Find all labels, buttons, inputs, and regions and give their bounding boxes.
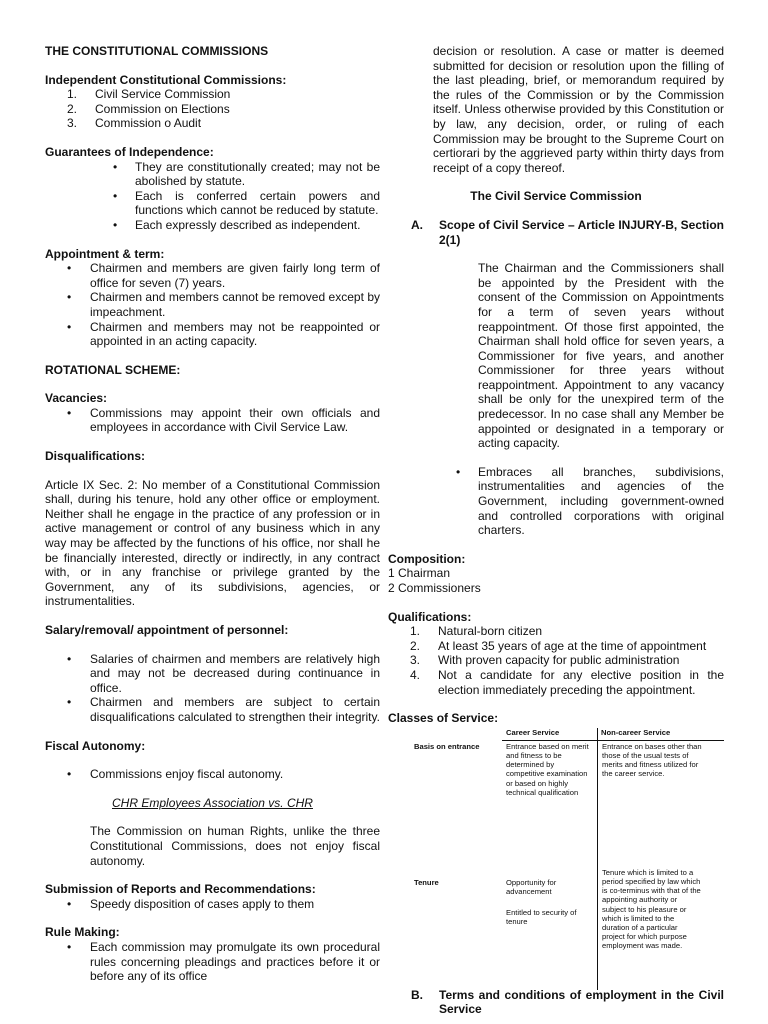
cell-basis-career: Entrance based on merit and fitness to be determined by competitive examination or based on highly technical qualification: [506, 741, 589, 797]
classes-table: [388, 728, 724, 990]
composition-line: 2 Commissioners: [388, 581, 481, 595]
qualifications-heading: Qualifications:: [388, 609, 472, 624]
list-item: 1. Natural-born citizen: [410, 624, 543, 639]
row-label-basis: Basis on entrance: [414, 741, 480, 751]
reports-heading: Submission of Reports and Recommendations:: [45, 882, 316, 897]
case-text: The Commission on human Rights, unlike the three Constitutional Commissions, does not enjoy fiscal autonomy.: [90, 824, 380, 868]
independent-heading: Independent Constitutional Commissions:: [45, 72, 287, 87]
list-item: • Embraces all branches, subdivisions, instrumentalities and agencies of the Government, including government-owned and controlled corporations with original charters.: [388, 465, 724, 538]
fiscal-list: [45, 767, 380, 782]
appointment-heading: Appointment & term:: [45, 246, 165, 261]
cell-tenure-noncareer: Tenure which is limited to a period specified by law which is co-terminus with that of the appointing authority or subject to his pleasure or which is limited to the duration of a particular project for which purpose employment was made.: [602, 867, 701, 951]
list-item: • Commissions may appoint their own officials and employees in accordance with Civil Service Law.: [45, 406, 380, 435]
terms-heading: B. Terms and conditions of employment in the Civil Service: [411, 987, 724, 1017]
list-item: • Chairmen and members are subject to certain disqualifications calculated to strengthen their integrity.: [45, 695, 380, 724]
column-divider: [597, 728, 598, 990]
list-item: • Speedy disposition of cases apply to them: [45, 897, 380, 912]
vacancies-list: [45, 406, 380, 435]
guarantees-list: [45, 160, 380, 233]
disqualifications-text: Article IX Sec. 2: No member of a Constitutional Commission shall, during his tenure, hold any other office or employment. Neither shall he engage in the practice of any profession or in active management or control of any business which in any way may be affected by the functions of his office, nor shall he be financially interested, directly or indirectly, in any contract with, or in any franchise or privilege granted by the Government, any of its subdivisions, agencies, or instrumentalities.: [45, 477, 380, 609]
left-column: [45, 44, 380, 984]
salary-heading: Salary/removal/ appointment of personnel:: [45, 623, 289, 637]
column-header-noncareer: Non-career Service: [601, 727, 671, 737]
scope-text: The Chairman and the Commissioners shall be appointed by the President with the consent of the Commission on Appointments for a term of seven years without reappointment. Of those first appointed, the Chairman shall hold office for seven years, a Commissioner for five years, and another Commissioner for three years without reappointment. Appointment to any vacancy shall be only for the unexpired term of the predecessor. In no case shall any Member be appointed or designated in a temporary or acting capacity.: [478, 261, 724, 451]
list-item: • Chairmen and members may not be reappointed or appointed in an acting capacity.: [45, 320, 380, 349]
header-divider: [502, 740, 724, 741]
reports-list: [45, 897, 380, 912]
list-item: 3. With proven capacity for public administration: [410, 653, 680, 668]
continuation-text: decision or resolution. A case or matter is deemed submitted for decision or resolution upon the filling of the last pleading, brief, or memorandum required by the rules of the Commission or by the Commission itself. Unless otherwise provided by this Constitution or by law, any decision, order, or ruling of each Commission may be brought to the Supreme Court on certiorari by the aggrieved party within thirty days from receipt of a copy thereof.: [433, 44, 724, 175]
list-item: • Chairmen and members cannot be removed except by impeachment.: [45, 290, 380, 319]
column-header-career: Career Service: [506, 727, 560, 737]
scope-heading: A. Scope of Civil Service – Article INJURY-B, Section 2(1): [411, 217, 724, 247]
vacancies-heading: Vacancies:: [45, 391, 108, 406]
right-column: [388, 44, 724, 1017]
list-item: • Each expressly described as independent.: [45, 218, 380, 233]
rule-making-heading: Rule Making:: [45, 925, 120, 940]
csc-title: The Civil Service Commission: [470, 189, 642, 204]
list-item: • They are constitutionally created; may not be abolished by statute.: [45, 160, 380, 189]
list-item: 4. Not a candidate for any elective position in the election immediately preceding the appointment.: [410, 667, 724, 697]
list-item: 2. At least 35 years of age at the time of appointment: [410, 638, 707, 653]
list-item: • Chairmen and members are given fairly long term of office for seven (7) years.: [45, 261, 380, 290]
rotational-heading: ROTATIONAL SCHEME:: [45, 362, 181, 377]
composition-line: 1 Chairman: [388, 566, 451, 581]
guarantees-heading: Guarantees of Independence:: [45, 144, 214, 159]
qualifications-list: [388, 624, 724, 697]
list-item: 3. Commission o Audit: [67, 116, 202, 131]
list-item: • Commissions enjoy fiscal autonomy.: [45, 767, 380, 782]
row-label-tenure: Tenure: [414, 877, 439, 887]
appointment-list: [45, 261, 380, 349]
document-title: THE CONSTITUTIONAL COMMISSIONS: [45, 44, 269, 58]
disqualifications-heading: Disqualifications:: [45, 449, 146, 464]
rule-making-list: [45, 940, 380, 984]
composition-heading: Composition:: [388, 551, 466, 566]
list-item: • Each commission may promulgate its own procedural rules concerning pleadings and practices before it or before any of its office: [45, 940, 380, 984]
classes-heading: Classes of Service:: [388, 711, 499, 726]
list-item: • Each is conferred certain powers and functions which cannot be reduced by statute.: [45, 189, 380, 218]
list-item: 1. Civil Service Commission: [67, 87, 231, 102]
fiscal-heading: Fiscal Autonomy:: [45, 738, 146, 753]
list-item: • Salaries of chairmen and members are relatively high and may not be decreased during continuance in office.: [45, 652, 380, 696]
scope-list: [388, 465, 724, 538]
list-item: 2. Commission on Elections: [67, 101, 230, 116]
cell-tenure-career-security: Entitled to security of tenure: [506, 907, 577, 926]
cell-tenure-career-advancement: Opportunity for advancement: [506, 877, 557, 896]
independent-list: [45, 87, 380, 131]
case-title: CHR Employees Association vs. CHR: [112, 795, 313, 810]
salary-list: [45, 652, 380, 725]
cell-basis-noncareer: Entrance on bases other than those of the usual tests of merits and fitness utilized for the career service.: [602, 741, 702, 779]
